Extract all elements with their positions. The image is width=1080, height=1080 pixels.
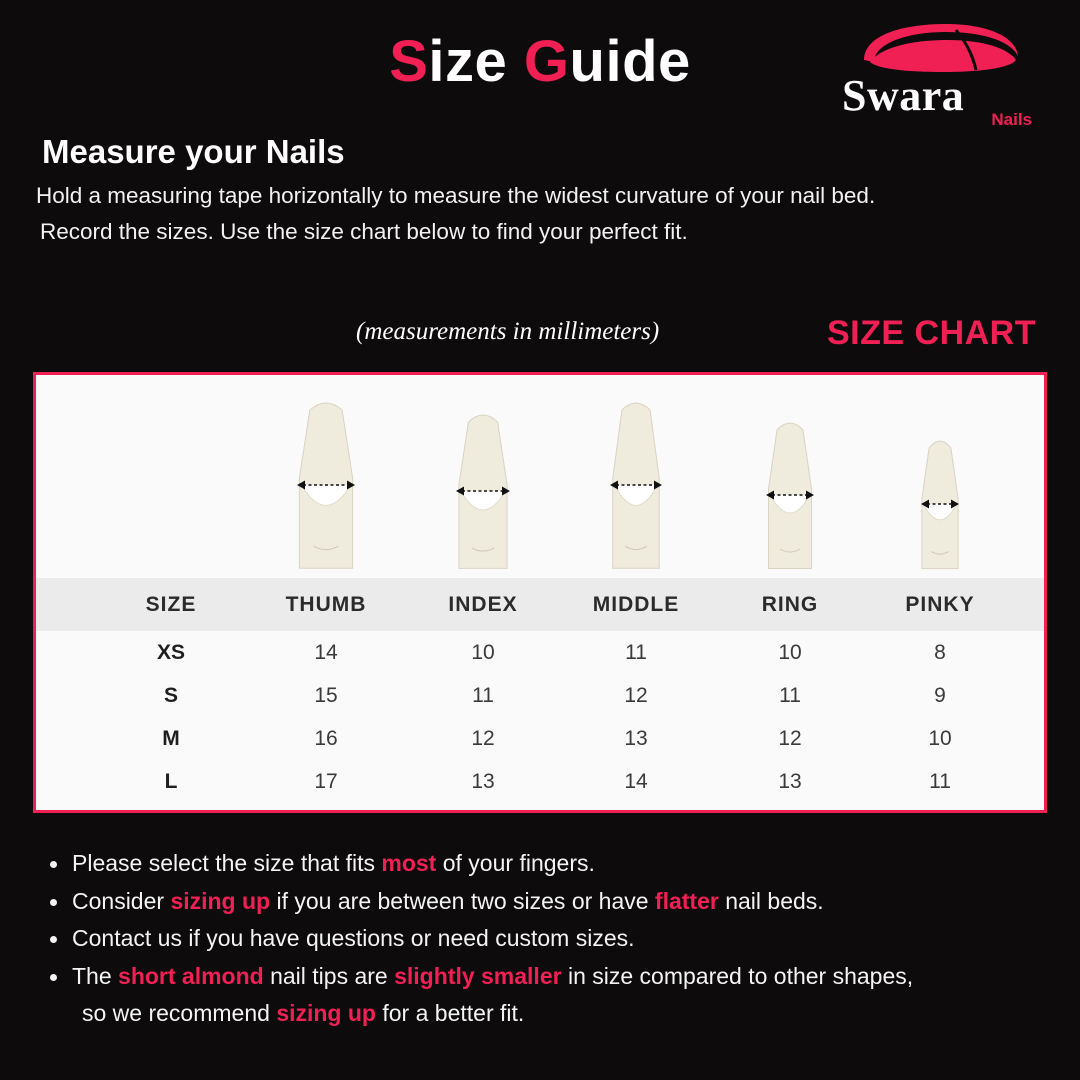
note-continuation: [72, 995, 1040, 1033]
note-text: nail tips are: [263, 962, 395, 989]
table-cell-measurement: 13: [778, 770, 802, 793]
table-column-header: INDEX: [448, 593, 518, 616]
table-cell-measurement: 11: [779, 684, 801, 707]
title-part: ize: [428, 29, 524, 94]
nail-illustration-cell: [865, 375, 1015, 578]
size-chart: [33, 372, 1047, 813]
table-row: [36, 760, 1044, 803]
measure-instruction-line-1: Hold a measuring tape horizontally to measure the widest curvature of your nail bed.: [36, 183, 876, 208]
table-cell-measurement: 14: [314, 641, 338, 664]
table-column-header: MIDDLE: [592, 593, 680, 616]
table-header-row: [36, 578, 1044, 631]
note-text: for a better fit.: [375, 1000, 525, 1026]
note-text: in size compared to other shapes,: [561, 962, 914, 989]
nail-tip-middle-icon: [609, 400, 663, 570]
table-cell-size: S: [163, 684, 178, 707]
table-column-header: THUMB: [285, 593, 367, 616]
nail-tip-ring-icon: [765, 420, 815, 570]
nail-tip-index-icon: [455, 412, 511, 570]
table-cell-measurement: 13: [624, 727, 648, 750]
measure-heading: Measure your Nails: [42, 133, 345, 170]
table-row: [36, 717, 1044, 760]
table-cell-measurement: 8: [934, 641, 946, 664]
nail-tip-thumb-icon: [295, 400, 357, 570]
table-cell-measurement: 12: [471, 727, 495, 750]
table-cell-measurement: 13: [471, 770, 495, 793]
table-cell-measurement: 11: [472, 684, 494, 707]
note-text: nail beds.: [718, 887, 824, 914]
table-cell-measurement: 16: [314, 727, 338, 750]
note-text: Please select the size that fits: [72, 850, 382, 876]
note-text: Consider: [72, 887, 171, 914]
nail-illustration-cell: [408, 375, 558, 578]
measure-instruction-line-2: Record the sizes. Use the size chart below to find your perfect fit.: [40, 219, 688, 244]
note-item: [40, 845, 1040, 883]
table-column-header: PINKY: [905, 593, 975, 616]
table-cell-measurement: 9: [934, 684, 946, 707]
note-highlight: sizing up: [170, 887, 271, 914]
table-cell-measurement: 11: [625, 641, 647, 664]
nail-illustration-cell: [251, 375, 401, 578]
table-cell-measurement: 10: [928, 727, 952, 750]
note-item: [40, 958, 1040, 1033]
table-cell-measurement: 10: [778, 641, 802, 664]
nail-swoosh-icon: [860, 22, 1020, 74]
brand-logo: [842, 22, 1032, 132]
title-part: G: [523, 29, 570, 94]
table-row: [36, 631, 1044, 674]
table-row: [36, 674, 1044, 717]
nail-illustration-cell: [715, 375, 865, 578]
nail-illustration-cell: [561, 375, 711, 578]
units-note: (measurements in millimeters): [356, 318, 660, 345]
title-part: uide: [569, 29, 691, 94]
table-body: [36, 631, 1044, 803]
note-highlight: slightly smaller: [394, 962, 562, 989]
table-cell-measurement: 12: [624, 684, 648, 707]
note-highlight: flatter: [654, 887, 719, 914]
note-item: [40, 883, 1040, 921]
logo-sub-name: Nails: [991, 110, 1032, 129]
note-highlight: most: [381, 850, 437, 876]
table-cell-measurement: 11: [929, 770, 951, 793]
note-text: The: [72, 962, 119, 989]
notes-list: [40, 845, 1040, 1033]
table-column-header: RING: [761, 593, 819, 616]
table-cell-measurement: 15: [314, 684, 338, 707]
logo-brand-name: Swara: [842, 71, 965, 120]
size-chart-label: SIZE CHART: [827, 314, 1036, 352]
note-text: so we recommend: [82, 1000, 277, 1026]
nail-illustration-row: [36, 375, 1044, 578]
note-item: [40, 920, 1040, 958]
table-cell-measurement: 14: [624, 770, 648, 793]
note-text: Contact us if you have questions or need custom sizes.: [72, 925, 635, 951]
note-highlight: sizing up: [276, 1000, 376, 1026]
note-text: of your fingers.: [436, 850, 595, 876]
note-highlight: short almond: [118, 962, 264, 989]
table-cell-measurement: 10: [471, 641, 495, 664]
table-column-header: SIZE: [145, 593, 197, 616]
table-cell-size: XS: [156, 641, 185, 664]
title-part: S: [389, 29, 429, 94]
table-cell-size: M: [162, 727, 180, 750]
table-cell-size: L: [164, 770, 178, 793]
nail-tip-pinky-icon: [919, 438, 961, 570]
table-cell-measurement: 17: [314, 770, 338, 793]
table-cell-measurement: 12: [778, 727, 802, 750]
note-text: if you are between two sizes or have: [270, 887, 655, 914]
